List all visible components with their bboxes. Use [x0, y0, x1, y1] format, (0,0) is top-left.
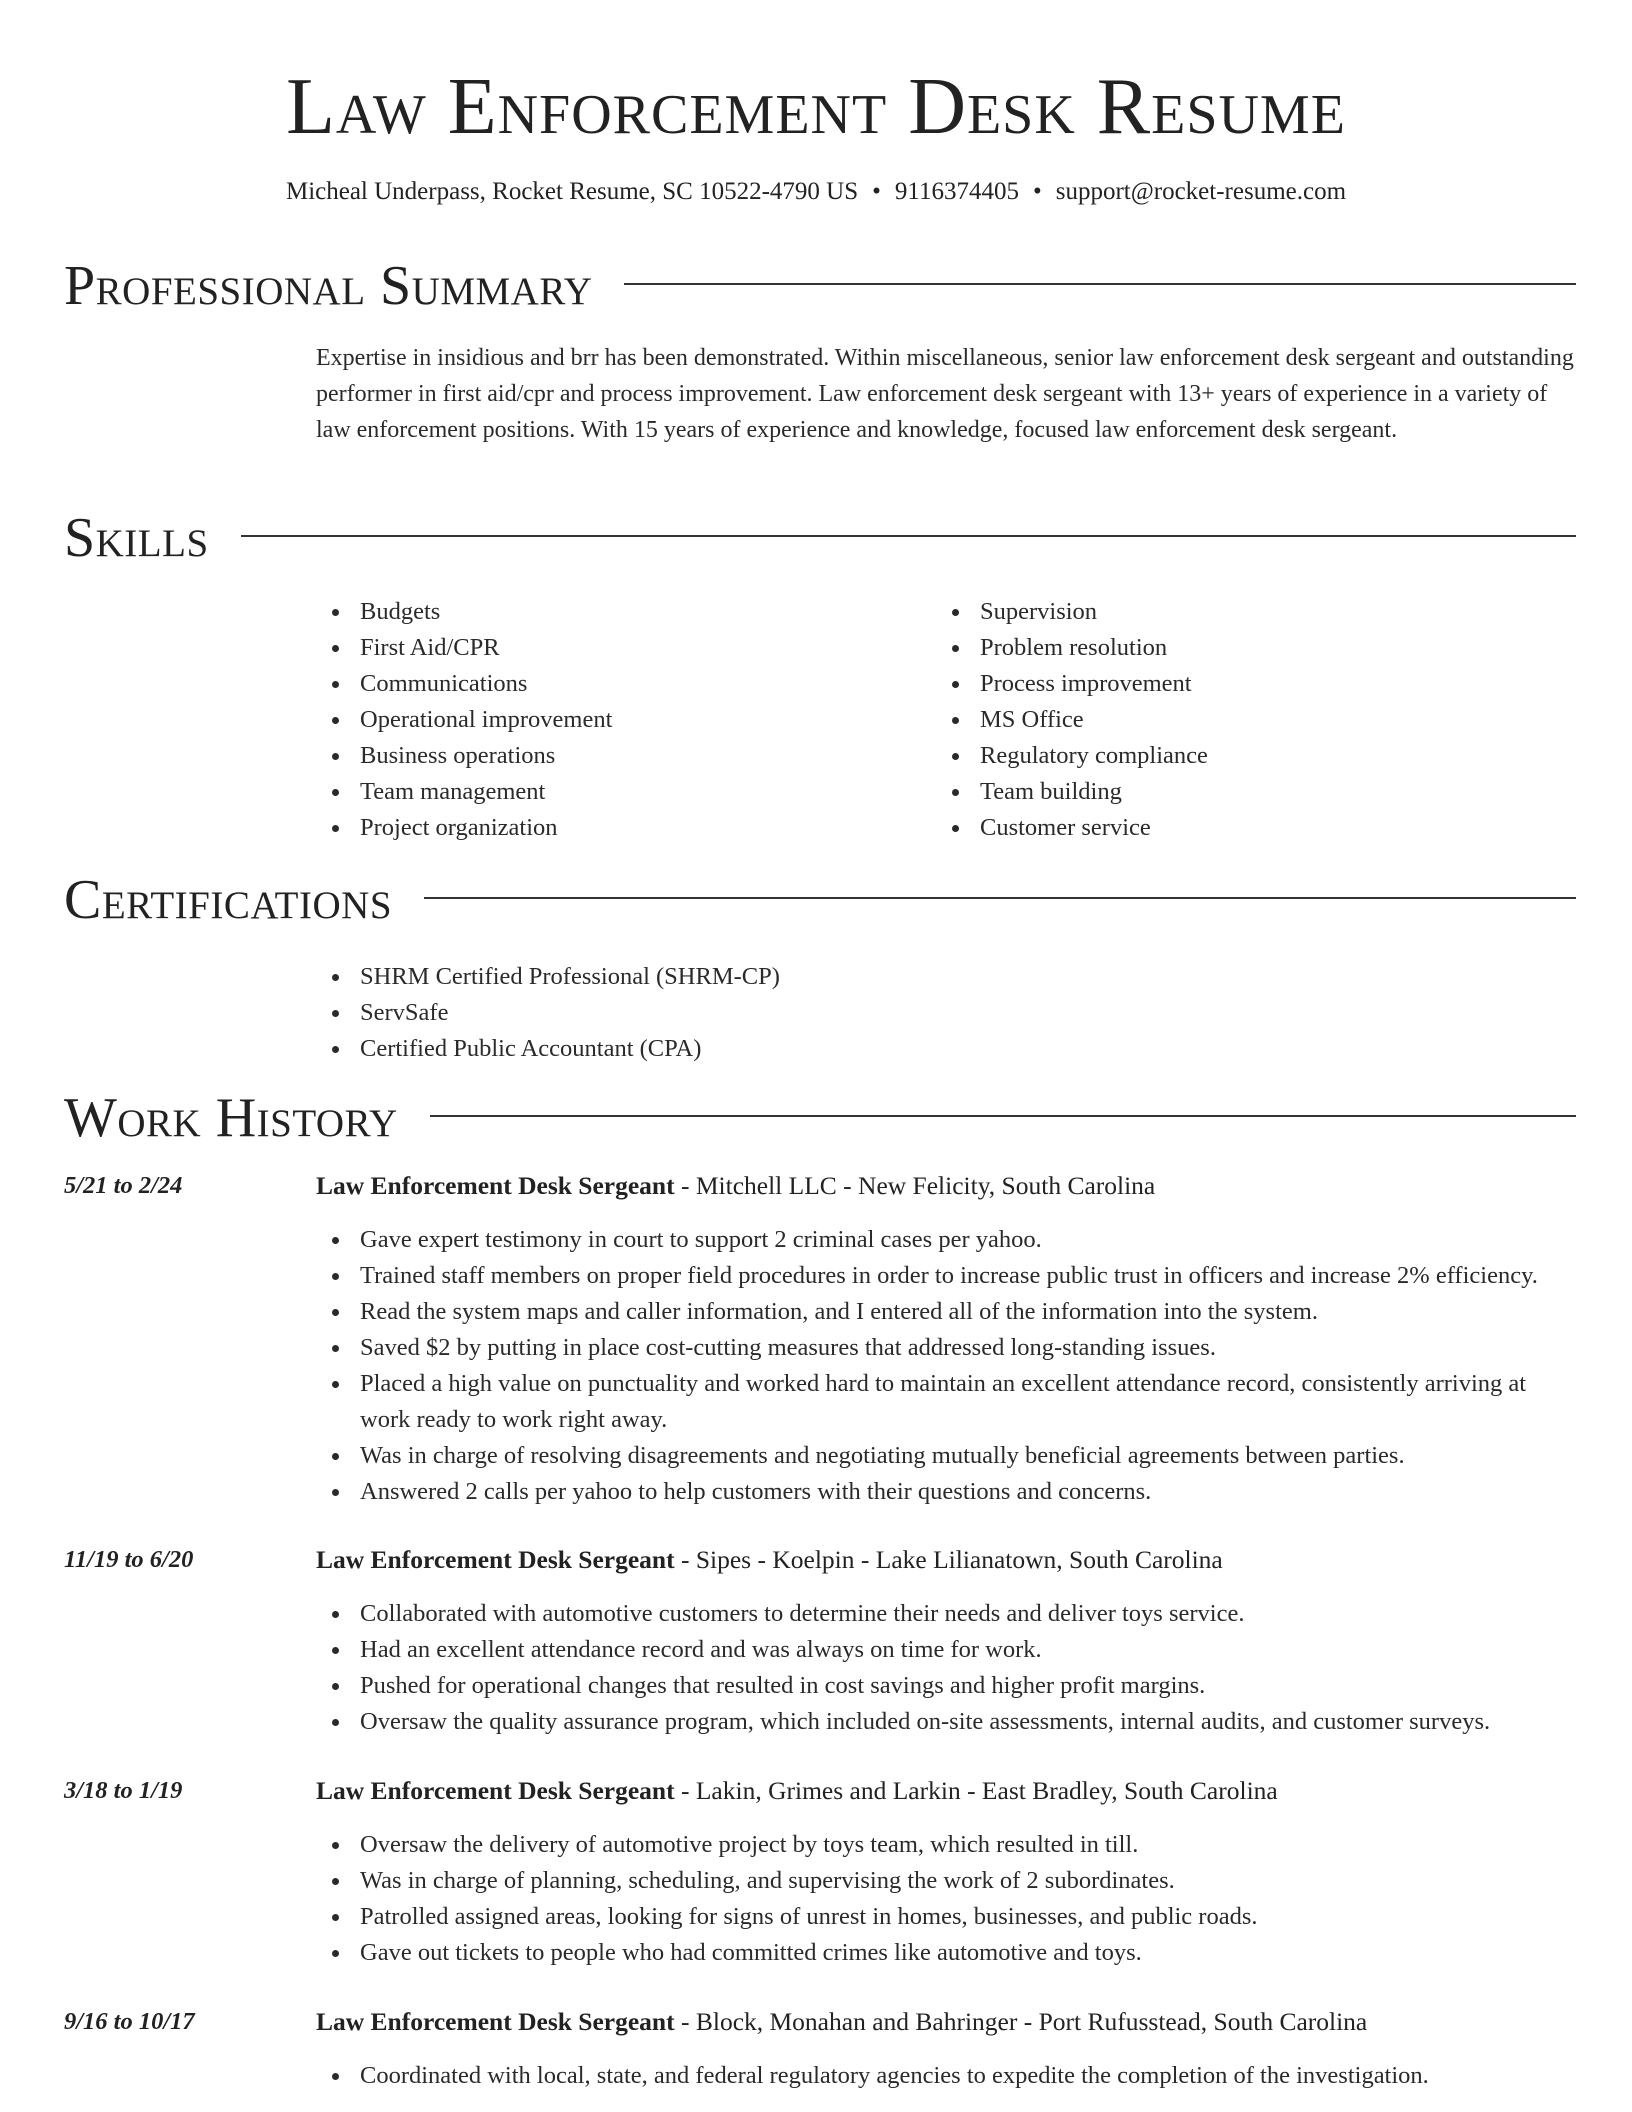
work-section-title: Work History	[64, 1087, 398, 1149]
job-bullet: Gave out tickets to people who had committed crimes like automotive and toys.	[316, 1935, 1578, 1971]
job-bullet: Collaborated with automotive customers to determine their needs and deliver toys service.	[316, 1596, 1578, 1632]
skill-item: Team management	[316, 774, 916, 810]
job-bullet: Saved $2 by putting in place cost-cutting measures that addressed long-standing issues.	[316, 1330, 1578, 1366]
job-bullets	[316, 2058, 1578, 2094]
section-divider	[430, 1115, 1576, 1117]
job-bullet: Placed a high value on punctuality and worked hard to maintain an excellent attendance record, consistently arriving at work ready to work right away.	[316, 1366, 1578, 1438]
certifications-section-header	[64, 868, 1576, 932]
skill-item: Problem resolution	[936, 630, 1536, 666]
job-employer: - Mitchell LLC - New Felicity, South Carolina	[674, 1171, 1156, 1200]
job-title: Law Enforcement Desk Sergeant	[316, 2007, 675, 2036]
job-title: Law Enforcement Desk Sergeant	[316, 1171, 675, 1200]
job-title: Law Enforcement Desk Sergeant	[316, 1776, 675, 1805]
skill-item: Communications	[316, 666, 916, 702]
job-dates: 9/16 to 10/17	[64, 2008, 195, 2035]
skill-item: Team building	[936, 774, 1536, 810]
job-bullet: Oversaw the delivery of automotive project by toys team, which resulted in till.	[316, 1827, 1578, 1863]
certification-item: Certified Public Accountant (CPA)	[316, 1031, 1578, 1067]
job-bullet: Was in charge of planning, scheduling, and supervising the work of 2 subordinates.	[316, 1863, 1578, 1899]
summary-section-title: Professional Summary	[64, 255, 593, 317]
skill-item: Regulatory compliance	[936, 738, 1536, 774]
skills-section-header	[64, 506, 1576, 570]
skill-item: First Aid/CPR	[316, 630, 916, 666]
skill-item: Process improvement	[936, 666, 1536, 702]
job-dates: 5/21 to 2/24	[64, 1172, 183, 1199]
contact-separator: •	[872, 178, 881, 205]
skill-item: Supervision	[936, 594, 1536, 630]
job-bullets	[316, 1596, 1578, 1740]
job-bullet: Was in charge of resolving disagreements and negotiating mutually beneficial agreements between parties.	[316, 1438, 1578, 1474]
work-section-header	[64, 1086, 1576, 1150]
job-employer: - Sipes - Koelpin - Lake Lilianatown, South Carolina	[674, 1545, 1223, 1574]
job-header	[316, 1168, 1578, 1204]
section-divider	[424, 897, 1576, 899]
summary-text: Expertise in insidious and brr has been demonstrated. Within miscellaneous, senior law enforcement desk sergeant and outstanding performer in first aid/cpr and process improvement. Law enforcement desk sergeant with 13+ years of experience in a variety of law enforcement positions. With 15 years of experience and knowledge, focused law enforcement desk sergeant.	[316, 345, 1574, 443]
skill-item: Budgets	[316, 594, 916, 630]
job-bullets	[316, 1827, 1578, 1971]
job-bullet: Had an excellent attendance record and was always on time for work.	[316, 1632, 1578, 1668]
summary-section-header	[64, 254, 1576, 318]
skills-section-title: Skills	[64, 507, 209, 569]
certifications-section-title: Certifications	[64, 869, 393, 931]
certifications-list	[316, 959, 1578, 1067]
contact-address: Micheal Underpass, Rocket Resume, SC 10522-4790 US	[285, 178, 859, 205]
job-bullet: Gave expert testimony in court to support 2 criminal cases per yahoo.	[316, 1222, 1578, 1258]
job-title: Law Enforcement Desk Sergeant	[316, 1545, 675, 1574]
job-header	[316, 2004, 1578, 2040]
skill-item: MS Office	[936, 702, 1536, 738]
section-divider	[241, 535, 1576, 537]
contact-line	[0, 175, 1632, 209]
job-bullet: Patrolled assigned areas, looking for signs of unrest in homes, businesses, and public roads.	[316, 1899, 1578, 1935]
contact-email: support@rocket-resume.com	[1055, 178, 1347, 205]
section-divider	[624, 283, 1576, 285]
job-header	[316, 1542, 1578, 1578]
job-dates: 11/19 to 6/20	[64, 1546, 194, 1573]
contact-phone: 9116374405	[894, 178, 1019, 205]
certification-item: SHRM Certified Professional (SHRM-CP)	[316, 959, 1578, 995]
resume-title: Law Enforcement Desk Resume	[286, 63, 1346, 151]
job-header	[316, 1773, 1578, 1809]
job-bullet: Oversaw the quality assurance program, which included on-site assessments, internal audits, and customer surveys.	[316, 1704, 1578, 1740]
job-bullet: Pushed for operational changes that resulted in cost savings and higher profit margins.	[316, 1668, 1578, 1704]
job-bullets	[316, 1222, 1578, 1510]
skills-list-left	[316, 594, 916, 846]
skill-item: Project organization	[316, 810, 916, 846]
job-bullet: Trained staff members on proper field procedures in order to increase public trust in officers and increase 2% efficiency.	[316, 1258, 1578, 1294]
job-bullet: Read the system maps and caller information, and I entered all of the information into the system.	[316, 1294, 1578, 1330]
skill-item: Operational improvement	[316, 702, 916, 738]
job-bullet: Answered 2 calls per yahoo to help customers with their questions and concerns.	[316, 1474, 1578, 1510]
job-employer: - Lakin, Grimes and Larkin - East Bradley, South Carolina	[674, 1776, 1278, 1805]
job-dates: 3/18 to 1/19	[64, 1777, 183, 1804]
certification-item: ServSafe	[316, 995, 1578, 1031]
skill-item: Customer service	[936, 810, 1536, 846]
job-employer: - Block, Monahan and Bahringer - Port Rufusstead, South Carolina	[674, 2007, 1368, 2036]
job-bullet: Coordinated with local, state, and federal regulatory agencies to expedite the completion of the investigation.	[316, 2058, 1578, 2094]
contact-separator: •	[1032, 178, 1042, 205]
skills-list-right	[936, 594, 1536, 846]
skill-item: Business operations	[316, 738, 916, 774]
